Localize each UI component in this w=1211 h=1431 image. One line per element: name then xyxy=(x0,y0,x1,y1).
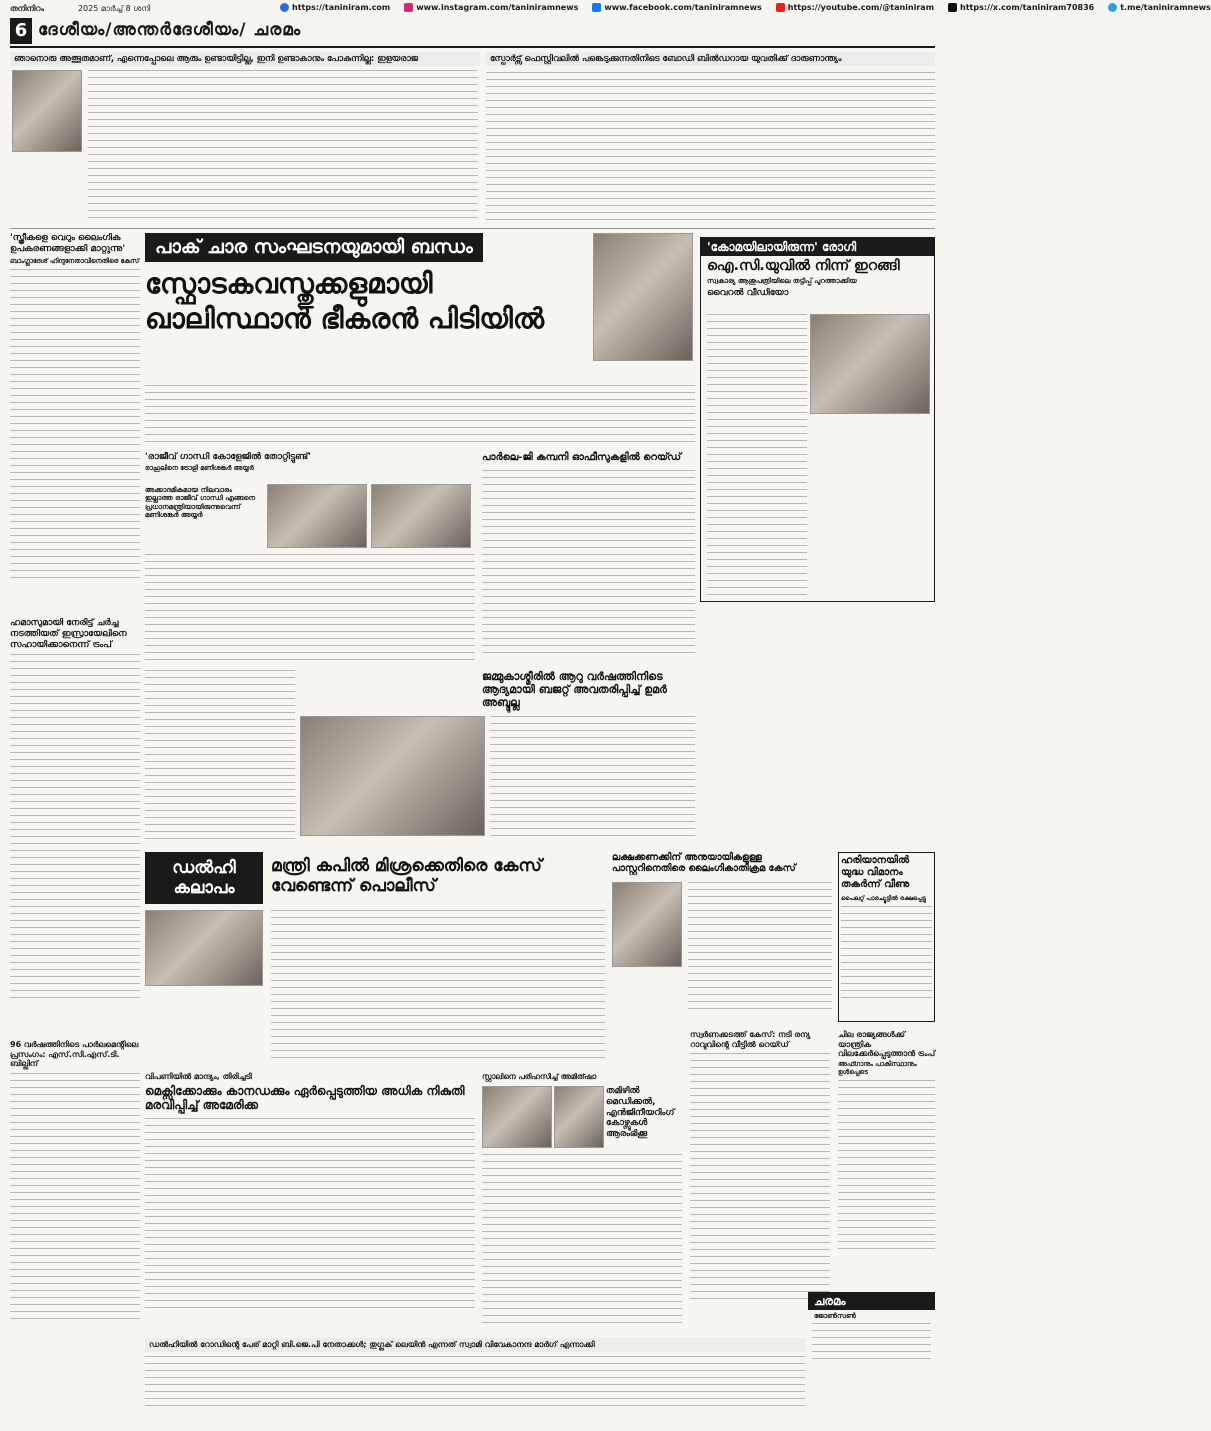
link-instagram[interactable]: www.instagram.com/taniniramnews xyxy=(404,3,578,12)
story-headline: മന്ത്രി കപിൽ മിശ്രക്കെതിരെ കേസ് വേണ്ടെന്ന് പൊലീസ് xyxy=(271,856,542,897)
page-number: 6 xyxy=(10,18,32,44)
jk-body xyxy=(490,716,695,836)
story-gold xyxy=(690,1030,830,1330)
photo-rahul xyxy=(371,484,471,548)
story-headline: മെക്സിക്കോക്കും കാനഡക്കും ഏർപ്പെടുത്തിയ അധിക നികുതി മരവിപ്പിച്ച് അമേരിക്ക xyxy=(145,1083,465,1112)
story-bottom xyxy=(145,1338,805,1418)
delhi-tag: ഡൽഹി കലാപം xyxy=(145,852,263,904)
story-headline: ജമ്മുകാശ്മീരിൽ ആറു വർഷത്തിനിടെ ആദ്യമായി ബജറ്റ് അവതരിപ്പിച്ച് ഉമർ അബ്ദുല്ല xyxy=(482,670,667,710)
story-body xyxy=(838,1080,935,1250)
photo-assembly xyxy=(300,716,485,836)
telegram-icon xyxy=(1108,3,1117,12)
story-body xyxy=(10,1073,140,1323)
story-body xyxy=(10,654,140,1004)
link-website[interactable]: https://taniniram.com xyxy=(280,3,390,12)
story-headline: 96 വർഷത്തിനിടെ പാർലമെന്റിലെ പ്രസംഗം: എസ്.സി.എസ്.ടി. ബില്ലിന് xyxy=(10,1040,139,1069)
story-body xyxy=(839,904,934,1004)
story-body xyxy=(482,470,695,656)
story-coma-patient xyxy=(700,237,935,602)
social-links xyxy=(280,3,1211,12)
story-jk-budget xyxy=(482,670,695,712)
photo-ilayaraja xyxy=(12,70,82,152)
story-headline: പാർലെ-ജി കമ്പനി ഓഫീസുകളിൽ റെയ്ഡ് xyxy=(482,452,682,463)
story-pastor xyxy=(612,852,832,1012)
story-headline: ഡൽഹിയിൽ റോഡിന്റെ പേര് മാറ്റി ബി.ജെ.പി നേതാക്കൾ; തുഗ്ലക് ലെയിൻ എന്നത് സ്വാമി വിവേകാനന്ദ മാർഗ് എന്നാക്കി xyxy=(145,1338,805,1352)
photo-aiyar xyxy=(267,484,367,548)
story-body xyxy=(145,1118,475,1308)
story-trump-ban xyxy=(838,1030,935,1285)
story-body xyxy=(88,70,478,220)
story-headline: ഹരിയാനയിൽ യുദ്ധ വിമാനം തകർന്ന് വീണു xyxy=(841,855,910,890)
story-ilayaraja xyxy=(10,52,480,224)
story-headline: ഹമാസുമായി നേരിട്ട് ചർച്ച നടത്തിയത് ഇസ്രായേലിനെ സഹായിക്കാനെന്ന് ട്രംപ് xyxy=(10,618,127,650)
link-facebook[interactable]: www.facebook.com/taniniramnews xyxy=(592,3,761,12)
lead-kicker: പാക് ചാര സംഘടനയുമായി ബന്ധം xyxy=(145,233,483,262)
story-body xyxy=(10,269,140,584)
link-telegram[interactable]: t.me/taniniramnews xyxy=(1108,3,1211,12)
story-hindu-leader xyxy=(10,233,140,613)
story-haryana xyxy=(838,852,935,1022)
coma-subhead: സ്വകാര്യ ആശുപത്രിയിലെ തട്ടിപ്പ് പുറത്താക്കിയ xyxy=(707,277,857,286)
story-headline: തമിഴിൽ മെഡിക്കൽ, എൻജിനീയറിംഗ് കോഴ്സുകൾ ആരംഭിക്കൂ xyxy=(606,1086,675,1140)
story-rajiv-gandhi xyxy=(145,452,475,664)
masthead xyxy=(10,2,150,16)
issue-date: 2025 മാർച്ച് 8 ശനി xyxy=(77,4,151,13)
obit-name: ജോൺസൺ xyxy=(814,1312,856,1321)
facebook-icon xyxy=(592,3,601,12)
top-strip xyxy=(0,0,1211,46)
tariff-kicker: വിപണിയിൽ മാന്ദ്യം, തിരിച്ചടി xyxy=(145,1072,252,1081)
story-delhi xyxy=(145,852,605,1067)
lead-body xyxy=(145,385,695,447)
story-bodybuilder xyxy=(486,52,935,224)
rajiv-continued xyxy=(145,670,295,840)
photo-amit-shah xyxy=(482,1086,552,1148)
coma-tag: വൈറൽ വീഡിയോ xyxy=(707,287,789,298)
divider xyxy=(10,228,935,229)
lead-headline: സ്ഫോടകവസ്തുക്കളുമായി ഖാലിസ്ഥാൻ ഭീകരൻ പിടിയിൽ xyxy=(145,266,545,335)
obit-tag: ചരമം xyxy=(808,1292,935,1310)
story-headline: ലക്ഷക്കണക്കിന് അനുയായികളുള്ള പാസ്റ്ററിനെതിരെ ലൈംഗികാതിക്രമ കേസ് xyxy=(612,852,796,875)
photo-patient xyxy=(810,314,930,414)
story-parliament xyxy=(10,1040,140,1340)
story-headline: 'സ്ത്രീകളെ വെറും ലൈംഗിക ഉപകരണങ്ങളാക്കി മാറ്റുന്നു' xyxy=(10,233,126,254)
coma-kicker: 'കോമയിലായിരുന്ന' രോഗി xyxy=(701,238,934,256)
story-headline: സ്പോർട്സ് ഫെസ്റ്റിവലിൽ പങ്കെടുക്കുന്നതിനിടെ ബോഡി ബിൽഡറായ യുവതിക്ക് ദാരുണാന്ത്യം xyxy=(486,52,935,66)
story-body xyxy=(145,554,475,662)
section-title: ദേശീയം/അന്തർദേശീയം/ ചരമം xyxy=(38,20,302,40)
story-body xyxy=(690,1053,830,1303)
story-subhead: രാഹുലിനെ ട്രോളി മണിശങ്കർ അയ്യർ xyxy=(145,463,254,472)
instagram-icon xyxy=(404,3,413,12)
story-headline: ചില രാജ്യങ്ങൾക്ക് യാന്ത്രിക വിലക്കേർപ്പെടുത്താൻ ട്രംപ് xyxy=(838,1030,936,1059)
x-icon xyxy=(948,3,957,12)
youtube-icon xyxy=(776,3,785,12)
story-office-raid xyxy=(482,452,695,664)
story-headline: 'രാജീവ് ഗാന്ധി കോളേജിൽ തോറ്റിട്ടുണ്ട്' xyxy=(145,452,311,462)
top-rule xyxy=(10,46,935,48)
obit-body xyxy=(808,1323,935,1363)
photo-suspect xyxy=(593,233,693,361)
story-lead-khalistan xyxy=(145,233,695,393)
story-subhead: ബാംഗ്ലാദേശ് ഹിന്ദുനേതാവിനെതിരെ കേസ് xyxy=(10,256,140,265)
story-subhead: പൈലറ്റ് പാരച്യൂട്ടിൽ രക്ഷപ്പെട്ടു xyxy=(841,895,926,902)
story-body xyxy=(145,1356,805,1412)
stalin-kicker: സ്റ്റാലിനെ പരിഹസിച്ച് അമിത്ഷാ xyxy=(482,1072,597,1081)
story-body xyxy=(271,910,605,1060)
photo-kapil-mishra xyxy=(145,910,263,986)
story-quote: അക്കാദമികമായ നിലവാരം ഇല്ലാത്ത രാജീവ് ഗാന്ധി എങ്ങനെ പ്രധാനമന്ത്രിയായിരുന്നുവെന്ന് മണിശങ്കർ അയ്യർ xyxy=(145,486,256,520)
obituary xyxy=(808,1292,935,1372)
story-hamas xyxy=(10,618,140,1038)
story-body xyxy=(486,72,935,220)
link-x[interactable]: https://x.com/taniniram70836 xyxy=(948,3,1094,12)
photo-stalin xyxy=(554,1086,604,1148)
photo-pastor xyxy=(612,882,682,967)
story-tariff xyxy=(145,1072,475,1332)
story-stalin xyxy=(482,1072,682,1332)
coma-body xyxy=(707,314,807,599)
paper-name: തനിനിറം xyxy=(10,4,44,13)
story-headline: ഞാനൊരു അത്ഭുതമാണ്, എന്നെപ്പോലെ ആരും ഉണ്ടായിട്ടില്ല, ഇനി ഉണ്ടാകാനും പോകുന്നില്ല: ഇളയരാജ xyxy=(10,52,480,66)
story-body xyxy=(482,1154,682,1329)
link-youtube[interactable]: https://youtube.com/@taniniram xyxy=(776,3,934,12)
story-subhead: അഫ്ഗാനും പാകിസ്ഥാനും ഉൾപ്പെടെ xyxy=(838,1059,917,1076)
globe-icon xyxy=(280,3,289,12)
story-body xyxy=(688,882,832,1010)
coma-headline: ഐ.സി.യുവിൽ നിന്ന് ഇറങ്ങി xyxy=(707,258,900,275)
story-headline: സ്വർണക്കടത്ത് കേസ്: നടി രന്യ റാവുവിന്റെ വീട്ടിൽ റെയ്ഡ് xyxy=(690,1030,811,1049)
